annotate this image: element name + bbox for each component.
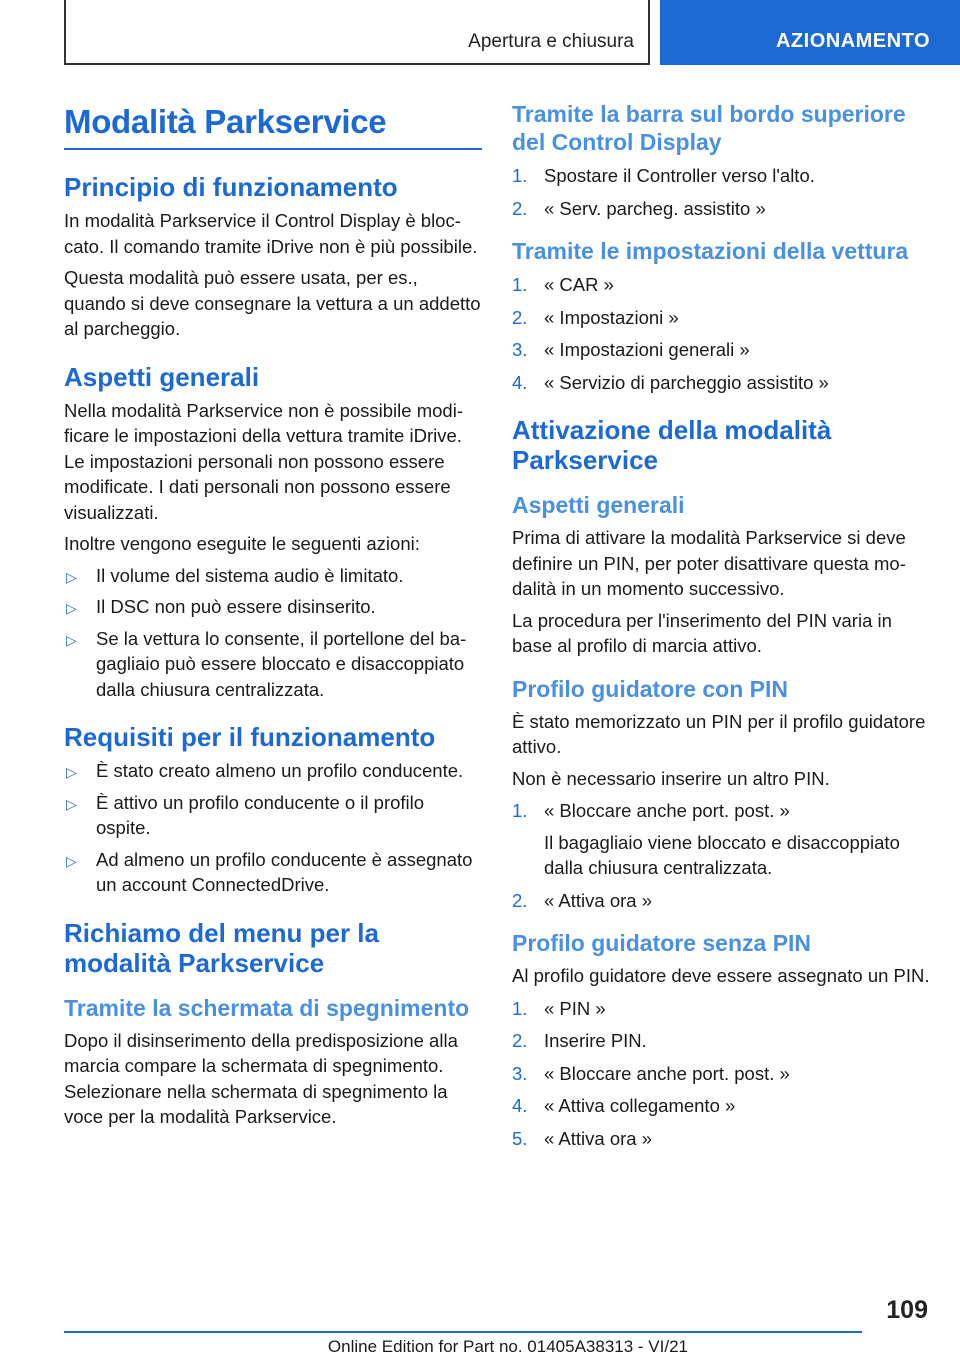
list-item: 3. « Impostazioni generali »	[512, 339, 750, 360]
list-item: ▷ Se la vettura lo consente, il portellone del bagagliaio può essere bloccato e disaccoppiato dalla chiusura centralizzata.	[66, 627, 467, 700]
subheading-schermata: Tramite la schermata di spegnimento	[64, 994, 470, 1021]
heading-requisiti: Requisiti per il funzionamento	[64, 722, 436, 752]
subheading-barra: Tramite la barra sul bordo superiore del Control Display	[512, 101, 906, 155]
list-item: 1. « PIN »	[512, 997, 606, 1019]
list-item: ▷ Ad almeno un profilo conducente è assegnato un account ConnectedDrive.	[66, 848, 473, 895]
heading-richiamo-menu: Richiamo del menu per la modalità Parkservice	[64, 917, 379, 978]
paragraph: Questa modalità può essere usata, per es., quando si deve consegnare la vettura a un addetto al parcheggio.	[64, 267, 481, 339]
paragraph: In modalità Parkservice il Control Display è bloccato. Il comando tramite iDrive non è più possibile.	[64, 210, 478, 257]
paragraph: Prima di attivare la modalità Parkservice si deve definire un PIN, per poter disattivare questa modalità in un momento successivo.	[512, 527, 906, 599]
list-item: ▷ Il volume del sistema audio è limitato.	[64, 563, 482, 589]
bullet-list	[64, 758, 482, 898]
footer-edition: Online Edition for Part no. 01405A38313 - VI/21	[327, 1337, 688, 1356]
list-item: 2. « Impostazioni »	[512, 306, 679, 328]
header-section-tab	[64, 0, 650, 65]
heading-aspetti-generali: Aspetti generali	[64, 361, 260, 392]
paragraph: La procedura per l'inserimento del PIN varia in base al profilo di marcia attivo.	[512, 609, 892, 656]
header-section-label: Apertura e chiusura	[468, 31, 634, 52]
paragraph: Non è necessario inserire un altro PIN.	[512, 767, 830, 789]
footer-divider	[64, 1331, 862, 1333]
paragraph: Dopo il disinserimento della predisposizione alla marcia compare la schermata di spegnimento. Selezionare nella schermata di spegnimento la voce per la modalità Parkservice.	[64, 1029, 458, 1127]
header-chapter-tab	[660, 0, 960, 65]
header-chapter-label: AZIONAMENTO	[775, 30, 930, 52]
paragraph: È stato memorizzato un PIN per il profilo guidatore attivo.	[512, 710, 926, 757]
list-item: 2. « Serv. parcheg. assistito »	[512, 197, 766, 219]
paragraph: Inoltre vengono eseguite le seguenti azioni:	[64, 533, 420, 554]
triangle-bullet-icon: ▷	[66, 795, 77, 812]
bullet-list	[64, 563, 482, 703]
subheading-con-pin: Profilo guidatore con PIN	[512, 675, 789, 702]
heading-attivazione: Attivazione della modalità Parkservice	[512, 415, 832, 475]
list-item: 1. « Bloccare anche port. post. » Il bagagliaio viene bloccato e disaccoppiato dalla chiusura centralizzata.	[512, 800, 900, 878]
subheading-impostazioni: Tramite le impostazioni della vettura	[512, 238, 909, 264]
list-item: 2. Inserire PIN.	[512, 1030, 647, 1051]
list-item: 1. Spostare il Controller verso l'alto.	[512, 165, 815, 186]
triangle-bullet-icon: ▷	[66, 568, 77, 585]
subheading-senza-pin: Profilo guidatore senza PIN	[512, 930, 812, 956]
list-item: 4. « Attiva collegamento »	[512, 1095, 736, 1116]
triangle-bullet-icon: ▷	[66, 764, 77, 780]
list-item: 5. « Attiva ora »	[512, 1127, 652, 1149]
page-number: 109	[886, 1296, 928, 1324]
list-item: 3. « Bloccare anche port. post. »	[512, 1062, 790, 1084]
triangle-bullet-icon: ▷	[66, 631, 77, 648]
paragraph: Nella modalità Parkservice non è possibile modificare le impostazioni della vettura tramite iDrive. Le impostazioni personali non possono essere modificate. I dati personali non possono essere visualizzati.	[64, 399, 463, 523]
list-item: 1. « CAR »	[512, 274, 614, 295]
page-title: Modalità Parkservice	[64, 100, 482, 150]
step-list	[512, 163, 930, 221]
heading-principio: Principio di funzionamento	[64, 172, 398, 202]
step-list	[512, 798, 930, 913]
step-list	[512, 272, 930, 395]
triangle-bullet-icon: ▷	[66, 600, 77, 616]
list-item: ▷ È attivo un profilo conducente o il profilo ospite.	[66, 791, 425, 838]
right-column	[512, 100, 930, 1151]
list-item: ▷ Il DSC non può essere disinserito.	[64, 594, 482, 620]
triangle-bullet-icon: ▷	[66, 852, 77, 869]
subheading-aspetti: Aspetti generali	[512, 492, 685, 518]
list-item: 4. « Servizio di parcheggio assistito »	[512, 371, 829, 393]
paragraph: Al profilo guidatore deve essere assegnato un PIN.	[512, 965, 930, 986]
step-list	[512, 996, 930, 1152]
left-column	[64, 100, 482, 1136]
list-item: 2. « Attiva ora »	[512, 889, 652, 911]
list-item: ▷ È stato creato almeno un profilo conducente.	[64, 758, 482, 784]
